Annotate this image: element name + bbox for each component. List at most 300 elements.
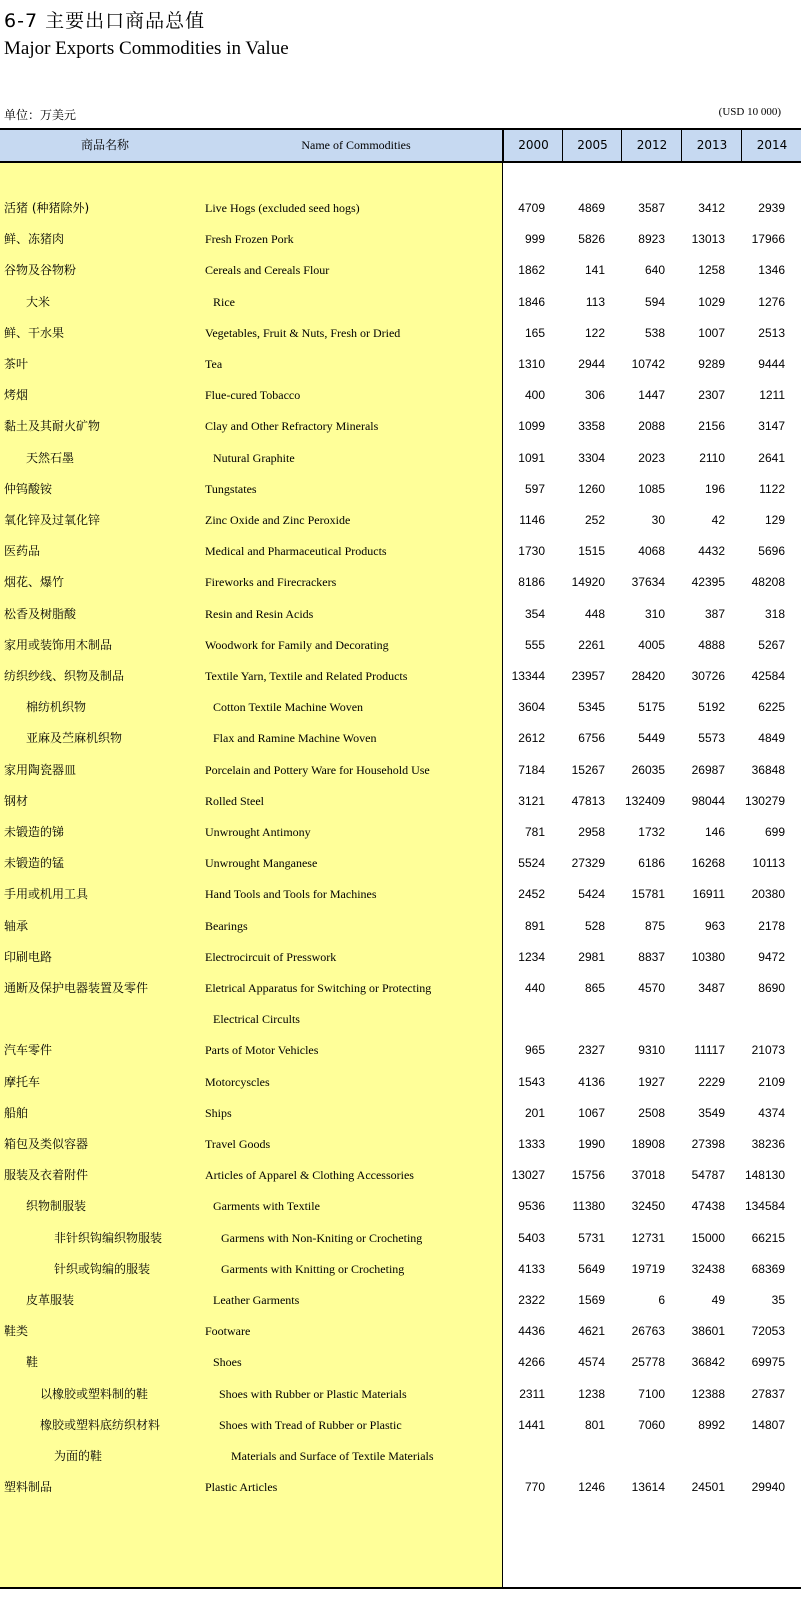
value-cell: 13614: [631, 1480, 665, 1495]
value-cell: 28420: [631, 669, 665, 683]
table-row: [0, 1440, 801, 1472]
value-cell: 113: [585, 294, 605, 309]
commodity-name-en: Zinc Oxide and Zinc Peroxide: [205, 513, 351, 527]
value-cell: 68369: [751, 1261, 785, 1276]
value-cell: 9310: [638, 1043, 665, 1058]
value-cell: 26987: [691, 762, 725, 777]
value-cell: 597: [524, 481, 545, 496]
commodity-name-cn: 仲钨酸铵: [4, 481, 53, 496]
commodity-name-cn: 氧化锌及过氧化锌: [4, 513, 101, 527]
table-row: [0, 566, 801, 598]
commodity-name-cn: 鲜、冻猪肉: [4, 232, 65, 247]
table-row: [0, 691, 801, 723]
value-cell: 17966: [751, 232, 785, 247]
value-cell: 1927: [638, 1074, 665, 1089]
value-cell: 538: [644, 325, 665, 340]
commodity-name-en: Garments with Textile: [213, 1199, 320, 1214]
commodity-name-cn: 汽车零件: [4, 1043, 53, 1058]
header-year: 2000: [503, 130, 563, 161]
commodity-name-cn: 松香及树脂酸: [4, 606, 77, 621]
header-top-rule: [0, 128, 801, 130]
commodity-name-en: Electrical Circults: [213, 1012, 300, 1027]
table-row: [0, 348, 801, 380]
commodity-name-cn: 摩托车: [4, 1074, 41, 1089]
value-cell: 35: [771, 1293, 785, 1307]
commodity-name-cn: 手用或机用工具: [4, 887, 89, 902]
value-cell: 24501: [691, 1480, 725, 1495]
table-row: [0, 254, 801, 286]
commodity-name-en: Fresh Frozen Pork: [205, 232, 294, 247]
value-cell: 2612: [518, 731, 545, 746]
table-row: [0, 1471, 801, 1503]
commodity-name-en: Resin and Resin Acids: [205, 606, 314, 621]
value-cell: 2958: [578, 825, 605, 839]
table-row: [0, 1284, 801, 1316]
value-cell: 2513: [758, 325, 785, 340]
value-cell: 440: [524, 981, 545, 995]
value-cell: 801: [584, 1417, 605, 1432]
commodity-name-en: Fireworks and Firecrackers: [205, 575, 337, 590]
commodity-name-en: Flue-cured Tobacco: [205, 388, 301, 403]
value-cell: 5424: [578, 887, 605, 902]
value-cell: 13027: [511, 1168, 545, 1183]
value-cell: 2981: [578, 949, 605, 964]
header-year: 2005: [562, 130, 622, 161]
value-cell: 30: [651, 513, 665, 527]
commodity-name-en: Garments with Knitting or Crocheting: [221, 1261, 405, 1276]
commodity-name-en: Rice: [213, 294, 235, 309]
table-row: [0, 910, 801, 942]
value-cell: 4621: [578, 1324, 605, 1339]
value-cell: 3604: [518, 700, 545, 715]
table-row: [0, 223, 801, 255]
commodity-name-cn: 塑料制品: [4, 1480, 53, 1495]
commodity-name-cn: 谷物及谷物粉: [4, 263, 77, 278]
value-cell: 196: [704, 481, 725, 496]
unit-label-en: (USD 10 000): [718, 106, 781, 118]
value-cell: 29940: [751, 1480, 785, 1495]
commodity-name-cn: 服装及衣着附件: [4, 1168, 89, 1183]
value-cell: 37634: [631, 575, 665, 590]
value-cell: 27329: [571, 856, 605, 871]
table-row: [0, 1315, 801, 1347]
value-cell: 1211: [759, 388, 785, 403]
value-cell: 42584: [751, 669, 785, 683]
value-cell: 2944: [578, 357, 605, 371]
value-cell: 3412: [698, 201, 725, 215]
commodity-name-cn: 茶叶: [4, 357, 29, 371]
header-year: 2014: [741, 130, 801, 161]
commodity-name-en: Eletrical Apparatus for Switching or Protecting: [205, 981, 432, 995]
table-row: [0, 192, 801, 224]
value-cell: 9472: [758, 949, 785, 964]
commodity-name-cn: 印刷电路: [4, 949, 53, 964]
commodity-name-cn: 医药品: [4, 544, 41, 559]
commodity-name-en: Ships: [205, 1105, 232, 1120]
value-cell: 4432: [698, 544, 725, 559]
value-cell: 891: [524, 918, 545, 933]
commodity-name-cn: 棉纺机织物: [26, 700, 87, 715]
commodity-name-cn: 亚麻及苎麻机织物: [26, 731, 123, 746]
value-cell: 132409: [624, 793, 665, 808]
table-row: [0, 847, 801, 879]
value-cell: 594: [644, 294, 665, 309]
value-cell: 129: [764, 513, 785, 527]
commodity-name-en: Flax and Ramine Machine Woven: [213, 731, 377, 746]
value-cell: 47438: [691, 1199, 725, 1214]
commodity-name-en: Rolled Steel: [205, 793, 264, 808]
value-cell: 4136: [578, 1074, 605, 1089]
value-cell: 3304: [578, 450, 605, 465]
value-cell: 1091: [518, 450, 545, 465]
commodity-name-en: Articles of Apparel & Clothing Accessories: [205, 1168, 414, 1183]
commodity-name-cn: 烤烟: [4, 388, 29, 403]
value-cell: 32450: [631, 1199, 665, 1214]
value-cell: 528: [584, 918, 605, 933]
table-row: [0, 1034, 801, 1066]
value-cell: 26035: [631, 762, 665, 777]
value-cell: 27398: [691, 1137, 725, 1151]
value-cell: 2452: [518, 887, 545, 902]
commodity-name-en: Live Hogs (excluded seed hogs): [205, 201, 360, 215]
value-cell: 15267: [571, 762, 605, 777]
value-cell: 8837: [638, 949, 665, 964]
value-cell: 770: [524, 1480, 545, 1495]
value-cell: 15781: [631, 887, 665, 902]
value-cell: 4709: [518, 201, 545, 215]
commodity-name-cn: 家用陶瓷器皿: [4, 762, 77, 777]
value-cell: 42: [711, 513, 725, 527]
value-cell: 134584: [744, 1199, 785, 1214]
value-cell: 6225: [758, 700, 785, 715]
commodity-name-en: Materials and Surface of Textile Materials: [231, 1449, 434, 1463]
commodity-name-cn: 黏土及其耐火矿物: [4, 419, 101, 434]
value-cell: 5573: [698, 731, 725, 746]
value-cell: 9289: [698, 357, 725, 371]
table-row: [0, 1222, 801, 1254]
value-cell: 25778: [631, 1355, 665, 1370]
value-cell: 6756: [578, 731, 605, 746]
value-cell: 252: [584, 513, 605, 527]
table-row: [0, 878, 801, 910]
value-cell: 14920: [571, 575, 605, 590]
value-cell: 865: [584, 981, 605, 995]
value-cell: 4266: [518, 1355, 545, 1370]
commodity-name-cn: 鞋类: [4, 1324, 29, 1339]
value-cell: 2322: [518, 1293, 545, 1307]
value-cell: 4374: [758, 1105, 785, 1120]
value-cell: 146: [704, 825, 725, 839]
value-cell: 1862: [518, 263, 545, 278]
commodity-name-cn: 鞋: [26, 1355, 39, 1370]
value-cell: 8923: [638, 232, 665, 247]
value-cell: 2311: [519, 1386, 545, 1401]
commodity-name-en: Motorcyscles: [205, 1074, 270, 1089]
value-cell: 14807: [751, 1417, 785, 1432]
table-row: [0, 1346, 801, 1378]
value-cell: 2023: [638, 450, 665, 465]
value-cell: 1234: [518, 949, 545, 964]
value-cell: 141: [584, 263, 605, 278]
value-cell: 999: [524, 232, 545, 247]
table-row: [0, 504, 801, 536]
value-cell: 1333: [518, 1137, 545, 1151]
value-cell: 23957: [571, 669, 605, 683]
value-cell: 1447: [638, 388, 665, 403]
value-cell: 15000: [691, 1230, 725, 1245]
value-cell: 32438: [691, 1261, 725, 1276]
commodity-name-en: Plastic Articles: [205, 1480, 278, 1495]
value-cell: 387: [704, 606, 725, 621]
commodity-name-en: Vegetables, Fruit & Nuts, Fresh or Dried: [205, 325, 401, 340]
value-cell: 69975: [751, 1355, 785, 1370]
value-cell: 12731: [631, 1230, 665, 1245]
value-cell: 3549: [698, 1105, 725, 1120]
value-cell: 36842: [691, 1355, 725, 1370]
value-cell: 400: [524, 388, 545, 403]
commodity-name-cn: 通断及保护电器装置及零件: [4, 981, 149, 995]
value-cell: 1146: [519, 513, 545, 527]
commodity-name-en: Unwrought Antimony: [205, 825, 311, 839]
table-row: [0, 535, 801, 567]
commodity-name-en: Medical and Pharmaceutical Products: [205, 544, 387, 559]
value-cell: 16911: [692, 887, 725, 902]
value-cell: 354: [524, 606, 545, 621]
value-cell: 2641: [758, 450, 785, 465]
commodity-name-cn: 大米: [26, 294, 51, 309]
value-cell: 5175: [638, 700, 665, 715]
value-cell: 4570: [638, 981, 665, 995]
table-row: [0, 972, 801, 1004]
value-cell: 9536: [518, 1199, 545, 1214]
value-cell: 26763: [631, 1324, 665, 1339]
value-cell: 66215: [751, 1230, 785, 1245]
value-cell: 5449: [638, 731, 665, 746]
value-cell: 30726: [691, 669, 725, 683]
table-row: [0, 1253, 801, 1285]
commodity-name-en: Cotton Textile Machine Woven: [213, 700, 364, 715]
value-cell: 1346: [758, 263, 785, 278]
commodity-name-en: Unwrought Manganese: [205, 856, 318, 871]
value-cell: 10380: [691, 949, 725, 964]
table-row: [0, 379, 801, 411]
value-cell: 1085: [638, 481, 665, 496]
table-row: [0, 1409, 801, 1441]
page-title-en: Major Exports Commodities in Value: [4, 38, 289, 59]
value-cell: 3121: [518, 793, 545, 808]
table-row: [0, 1190, 801, 1222]
value-cell: 3358: [578, 419, 605, 434]
value-cell: 2327: [578, 1043, 605, 1058]
commodity-name-cn: 轴承: [4, 918, 29, 933]
value-cell: 72053: [751, 1324, 785, 1339]
value-cell: 5649: [578, 1261, 605, 1276]
commodity-name-cn: 活猪 (种猪除外): [4, 201, 90, 215]
value-cell: 4005: [638, 637, 665, 652]
value-cell: 555: [524, 637, 545, 652]
value-cell: 98044: [691, 793, 725, 808]
value-cell: 640: [644, 263, 665, 278]
header-col-en: Name of Commodities: [210, 130, 502, 161]
value-cell: 42395: [691, 575, 725, 590]
commodity-name-en: Shoes with Tread of Rubber or Plastic: [219, 1417, 402, 1432]
value-cell: 7060: [638, 1417, 665, 1432]
value-cell: 3147: [758, 419, 785, 434]
value-cell: 21073: [751, 1043, 785, 1058]
value-cell: 8992: [698, 1417, 725, 1432]
value-cell: 2261: [578, 637, 605, 652]
value-cell: 306: [584, 388, 605, 403]
value-cell: 875: [644, 918, 665, 933]
value-cell: 13013: [691, 232, 725, 247]
table-row: [0, 785, 801, 817]
commodity-name-cn: 未锻造的锑: [4, 825, 65, 839]
value-cell: 1990: [578, 1137, 605, 1151]
value-cell: 15756: [571, 1168, 605, 1183]
table-row: [0, 442, 801, 474]
value-cell: 1441: [518, 1417, 545, 1432]
commodity-name-cn: 天然石墨: [26, 450, 75, 465]
value-cell: 781: [524, 825, 545, 839]
value-cell: 148130: [744, 1168, 785, 1183]
commodity-name-en: Tungstates: [205, 481, 257, 496]
value-cell: 4068: [638, 544, 665, 559]
commodity-name-en: Tea: [205, 357, 223, 371]
value-cell: 10742: [631, 357, 665, 371]
value-cell: 38236: [751, 1137, 785, 1151]
commodities-table: [0, 128, 801, 1589]
commodity-name-cn: 船舶: [4, 1105, 29, 1120]
value-cell: 36848: [751, 762, 785, 777]
commodity-name-cn: 烟花、爆竹: [4, 575, 65, 590]
value-cell: 38601: [691, 1324, 725, 1339]
value-cell: 11380: [572, 1199, 605, 1214]
value-cell: 965: [524, 1043, 545, 1058]
value-cell: 1067: [578, 1105, 605, 1120]
value-cell: 10113: [752, 856, 785, 871]
value-cell: 1730: [518, 544, 545, 559]
value-cell: 3587: [638, 201, 665, 215]
commodity-name-cn: 以橡胶或塑料制的鞋: [40, 1386, 149, 1401]
commodity-name-en: Travel Goods: [205, 1137, 271, 1151]
commodity-name-en: Textile Yarn, Textile and Related Products: [205, 669, 408, 683]
value-cell: 1122: [759, 481, 785, 496]
value-cell: 5192: [698, 700, 725, 715]
value-cell: 7184: [518, 762, 545, 777]
value-cell: 318: [764, 606, 785, 621]
value-cell: 4869: [578, 201, 605, 215]
value-cell: 18908: [631, 1137, 665, 1151]
table-row: [0, 1159, 801, 1191]
header-year: 2012: [621, 130, 682, 161]
value-cell: 2109: [758, 1074, 785, 1089]
value-cell: 37018: [631, 1168, 665, 1183]
value-cell: 8690: [758, 981, 785, 995]
value-cell: 130279: [744, 793, 785, 808]
value-cell: 7100: [638, 1386, 665, 1401]
commodity-name-en: Nutural Graphite: [213, 450, 295, 465]
value-cell: 8186: [518, 575, 545, 590]
value-cell: 1515: [578, 544, 605, 559]
value-cell: 5731: [578, 1230, 605, 1245]
value-cell: 6: [658, 1293, 665, 1307]
value-cell: 2110: [699, 450, 725, 465]
commodity-name-cn: 橡胶或塑料底纺织材料: [40, 1417, 161, 1432]
value-cell: 48208: [751, 575, 785, 590]
commodity-name-en: Cereals and Cereals Flour: [205, 263, 330, 278]
value-cell: 6186: [638, 856, 665, 871]
commodity-name-cn: 鲜、干水果: [4, 325, 65, 340]
table-row: [0, 722, 801, 754]
commodity-name-en: Footware: [205, 1324, 251, 1339]
value-cell: 5345: [578, 700, 605, 715]
value-cell: 2088: [638, 419, 665, 434]
value-cell: 1260: [578, 481, 605, 496]
value-cell: 1007: [698, 325, 725, 340]
value-cell: 1238: [578, 1386, 605, 1401]
header-bottom-rule: [0, 161, 801, 163]
value-cell: 5696: [758, 544, 785, 559]
value-cell: 1310: [518, 357, 545, 371]
value-cell: 1276: [758, 294, 785, 309]
commodity-name-cn: 纺织纱线、织物及制品: [4, 669, 125, 683]
value-cell: 4133: [518, 1261, 545, 1276]
commodity-name-en: Clay and Other Refractory Minerals: [205, 419, 379, 434]
commodity-name-cn: 皮革服装: [26, 1293, 75, 1307]
commodity-name-cn: 未锻造的锰: [4, 856, 65, 871]
table-bottom-rule: [0, 1587, 801, 1589]
commodity-name-en: Shoes: [213, 1355, 242, 1370]
value-cell: 5524: [518, 856, 545, 871]
value-cell: 4849: [758, 731, 785, 746]
value-cell: 2307: [698, 388, 725, 403]
value-cell: 4574: [578, 1355, 605, 1370]
commodity-name-en: Bearings: [205, 918, 248, 933]
value-cell: 2229: [698, 1074, 725, 1089]
table-row: [0, 1378, 801, 1410]
commodity-name-en: Shoes with Rubber or Plastic Materials: [219, 1386, 407, 1401]
table-row: [0, 1128, 801, 1160]
table-row: [0, 473, 801, 505]
value-cell: 11117: [694, 1043, 725, 1058]
table-row: [0, 629, 801, 661]
commodity-name-en: Hand Tools and Tools for Machines: [205, 887, 377, 902]
value-cell: 448: [584, 606, 605, 621]
value-cell: 1569: [578, 1293, 605, 1307]
table-row: [0, 754, 801, 786]
value-cell: 201: [524, 1105, 545, 1120]
commodity-name-en: Parts of Motor Vehicles: [205, 1043, 319, 1058]
commodity-name-en: Leather Garments: [213, 1293, 300, 1307]
value-cell: 13344: [511, 669, 545, 683]
value-cell: 3487: [698, 981, 725, 995]
value-cell: 310: [644, 606, 665, 621]
commodity-name-cn: 为面的鞋: [54, 1449, 103, 1463]
value-cell: 54787: [691, 1168, 725, 1183]
value-cell: 19719: [631, 1261, 665, 1276]
value-cell: 2178: [758, 918, 785, 933]
value-cell: 16268: [691, 856, 725, 871]
commodity-name-cn: 织物制服装: [26, 1199, 87, 1214]
page-title-cn: 6-7 主要出口商品总值: [4, 10, 206, 32]
value-cell: 2156: [698, 419, 725, 434]
table-row: [0, 410, 801, 442]
value-cell: 5826: [578, 232, 605, 247]
table-row: [0, 598, 801, 630]
value-cell: 963: [704, 918, 725, 933]
unit-label-cn: 单位：万美元: [4, 108, 77, 122]
value-cell: 4888: [698, 637, 725, 652]
